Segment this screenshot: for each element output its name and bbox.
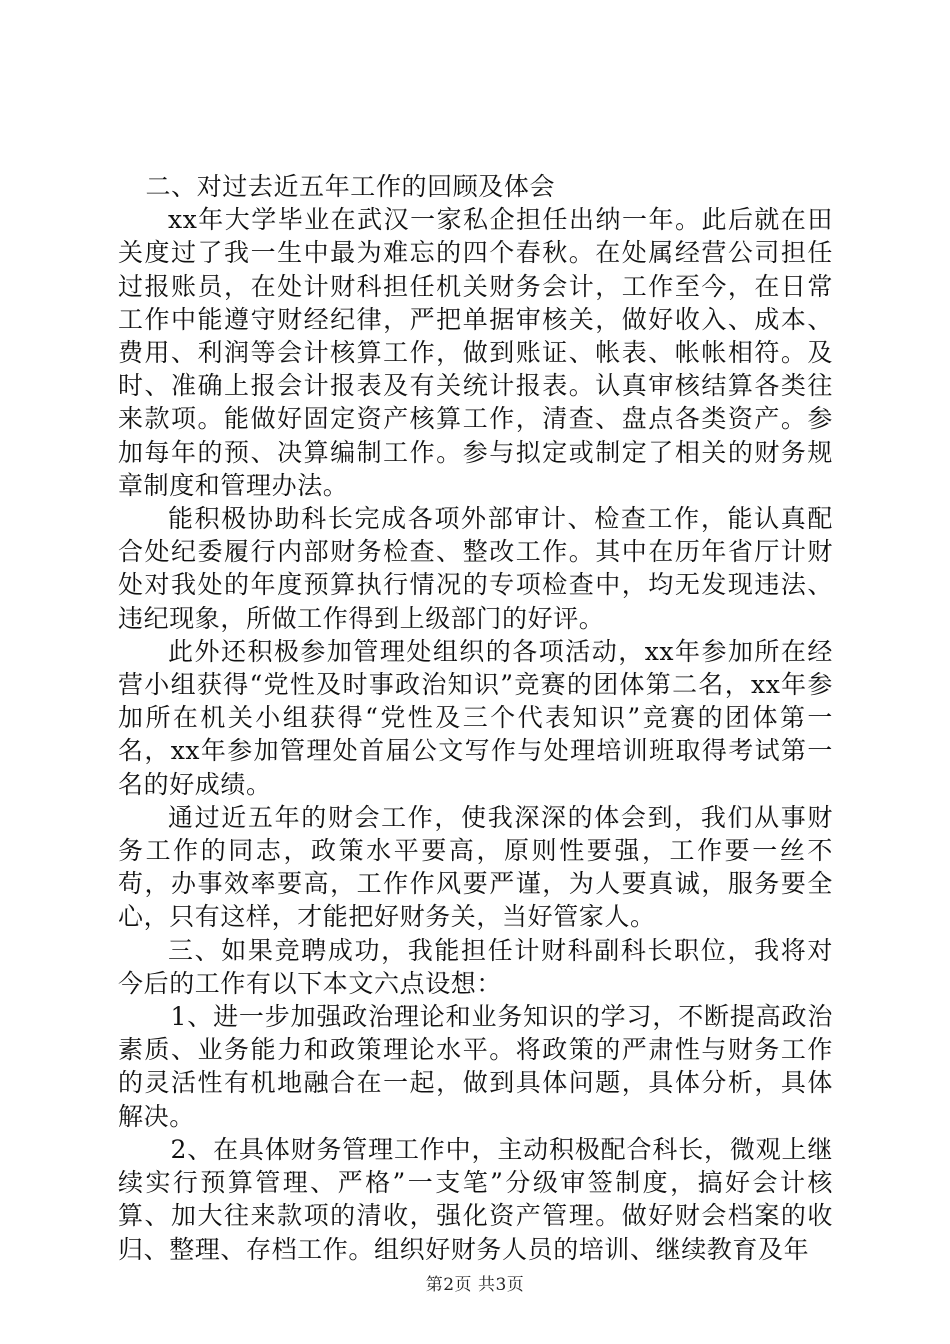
section-heading-plans: 三、如果竞聘成功，我能担任计财科副科长职位，我将对今后的工作有以下本文六点设想： bbox=[118, 935, 833, 998]
section-heading-review: 二、对过去近五年工作的回顾及体会 bbox=[145, 172, 556, 201]
paragraph-audit-work: 能积极协助科长完成各项外部审计、检查工作，能认真配合处纪委履行内部财务检查、整改工作。其中在历年省厅计财处对我处的年度预算执行情况的专项检查中，均无发现违法、违纪现象，所做工作得到上级部门的好评。 bbox=[118, 504, 833, 633]
list-item-plan-2: 2、在具体财务管理工作中，主动积极配合科长，微观上继续实行预算管理、严格”一支笔”分级审签制度，搞好会计核算、加大往来款项的清收，强化资产管理。做好财会档案的收归、整理、存档工作。组织好财务人员的培训、继续教育及年 bbox=[118, 1134, 833, 1264]
paragraph-work-history: xx年大学毕业在武汉一家私企担任出纳一年。此后就在田关度过了我一生中最为难忘的四个春秋。在处属经营公司担任过报账员，在处计财科担任机关财务会计，工作至今，在日常工作中能遵守财经纪律，严把单据审核关，做好收入、成本、费用、利润等会计核算工作，做到账证、帐表、帐帐相符。及时、准确上报会计报表及有关统计报表。认真审核结算各类往来款项。能做好固定资产核算工作，清查、盘点各类资产。参加每年的预、决算编制工作。参与拟定或制定了相关的财务规章制度和管理办法。 bbox=[118, 205, 833, 500]
paragraph-activities: 此外还积极参加管理处组织的各项活动，xx年参加所在经营小组获得“党性及时事政治知识”竞赛的团体第二名，xx年参加所在机关小组获得“党性及三个代表知识”竞赛的团体第一名，xx年参加管理处首届公文写作与处理培训班取得考试第一名的好成绩。 bbox=[118, 636, 833, 799]
page-number-footer: 第2页 共3页 bbox=[425, 1275, 525, 1295]
paragraph-experience: 通过近五年的财会工作，使我深深的体会到，我们从事财务工作的同志，政策水平要高，原则性要强，工作要一丝不苟，办事效率要高，工作作风要严谨，为人要真诚，服务要全心，只有这样，才能把好财务关，当好管家人。 bbox=[118, 802, 833, 932]
document-body bbox=[118, 170, 833, 1266]
list-item-plan-1: 1、进一步加强政治理论和业务知识的学习，不断提高政治素质、业务能力和政策理论水平。将政策的严肃性与财务工作的灵活性有机地融合在一起，做到具体问题，具体分析，具体解决。 bbox=[118, 1002, 833, 1131]
